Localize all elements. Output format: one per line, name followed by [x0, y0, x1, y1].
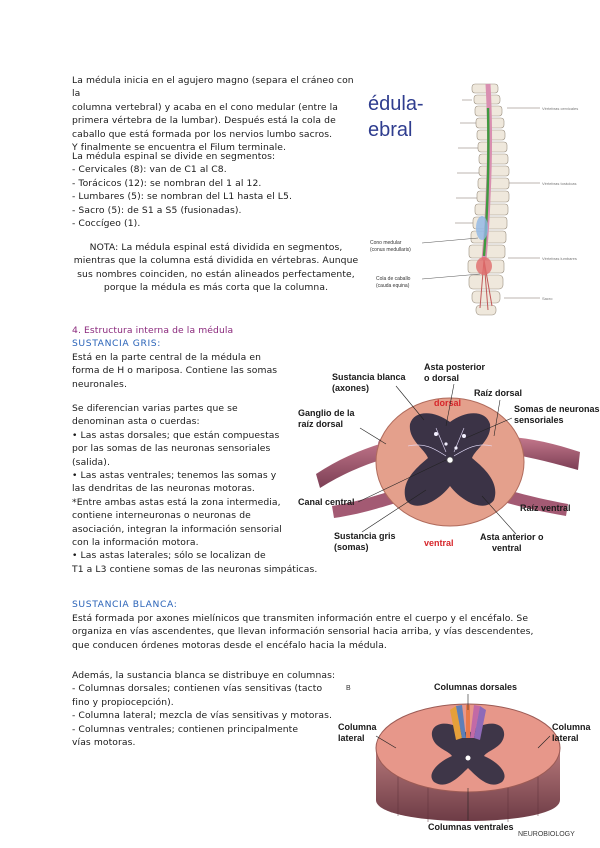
white-columns-figure: [338, 678, 600, 844]
gris-title: SUSTANCIA GRIS:: [72, 338, 161, 349]
intro-paragraph: La médula inicia en el agujero magno (separa el cráneo con la columna vertebral) y acaba en el cono medular (entre la primera vértebra de la lumbar). Después está la cola de caballo que está formada por los nervios lumbo sacros. Y finalmente se encuentra el Filum terminale.: [72, 75, 354, 154]
lbl-o-dorsal: o dorsal: [424, 373, 460, 383]
figure1-title-line1: édula-: [368, 93, 424, 115]
lbl-columna-lateral-left: Columna: [338, 722, 377, 732]
lbl-somas-paren: (somas): [334, 542, 369, 552]
label-cono-sub: (conus medullaris): [370, 247, 411, 253]
lbl-dorsal-red: dorsal: [434, 398, 462, 408]
lbl-columna-lateral-left2: lateral: [338, 733, 365, 743]
lbl-somas: Somas de neuronas: [514, 404, 600, 414]
lbl-columna-lateral-right2: lateral: [552, 733, 579, 743]
lbl-asta-posterior: Asta posterior: [424, 362, 486, 372]
label-cola-sub: (cauda equina): [376, 283, 410, 289]
note-block: NOTA: La médula espinal está dividida en segmentos, mientras que la columna está dividida en vértebras. Aunque sus nombres coinciden, no están alineados perfectamente, porque la médula es más corta que la columna.: [73, 242, 359, 294]
spinal-column-figure: [362, 78, 592, 330]
blanca-title: SUSTANCIA BLANCA:: [72, 599, 178, 610]
section-heading: 4. Estructura interna de la médula: [72, 325, 234, 336]
label-cono: Cono medular: [370, 240, 402, 246]
svg-text:Sacro: Sacro: [542, 296, 553, 301]
svg-text:Vértebras lumbares: Vértebras lumbares: [542, 256, 577, 261]
gris-intro: Está en la parte central de la médula en forma de H o mariposa. Contiene las somas neuronales.: [72, 352, 278, 390]
lbl-sustancia-blanca: Sustancia blanca: [332, 372, 406, 382]
columns-list: Además, la sustancia blanca se distribuye en columnas: - Columnas dorsales; contienen vías sensitivas (tacto fino y propiocepción). - Columna lateral; mezcla de vías sensitivas y motoras. - Columnas ventrales; contienen principalmente vías motoras.: [72, 670, 336, 749]
lbl-somas2: sensoriales: [514, 415, 564, 425]
svg-text:Vértebras torácicas: Vértebras torácicas: [542, 181, 577, 186]
lbl-raiz-dorsal: Raíz dorsal: [474, 388, 523, 398]
lbl-ganglio: Ganglio de la: [298, 408, 355, 418]
lbl-ganglio2: raíz dorsal: [298, 419, 344, 429]
lbl-ventral2: ventral: [492, 543, 522, 553]
lbl-axones: (axones): [332, 383, 370, 393]
segments-list: La médula espinal se divide en segmentos: - Cervicales (8): van de C1 al C8. - Torácicos (12): se nombran del 1 al 12. - Lumbares (5): se nombran del L1 hasta el L5. - Sacro (5): de S1 a S5 (fusionadas). - Coccígeo (1).: [72, 151, 292, 230]
cross-section-figure: [296, 356, 600, 556]
lbl-canal: Canal central: [298, 497, 355, 507]
blanca-paragraph: Está formada por axones mielínicos que transmiten información entre el cuerpo y el encéfalo. Se organiza en vías ascendentes, que llevan información sensorial hacia arriba, y vías descendentes, que conducen órdenes motoras desde el encéfalo hacia la médula.: [72, 613, 534, 651]
lbl-columnas-dorsales: Columnas dorsales: [434, 682, 518, 692]
lbl-sustancia-gris: Sustancia gris: [334, 531, 396, 541]
gris-parts: Se diferencian varias partes que se denominan asta o cuerdas: • Las astas dorsales; que están compuestas por las somas de las neuronas sensoriales (salida). • Las astas ventrales; tenemos las somas y las dendritas de las neuronas motoras. *Entre ambas astas está la zona intermedia, contiene interneuronas o neuronas de asociación, integran la información sensorial con la información motora. • Las astas laterales; sólo se localizan de T1 a L3 contiene somas de las neuronas simpáticas.: [72, 403, 318, 575]
figure1-title-line2: ebral: [368, 119, 413, 141]
svg-text:Vértebras cervicales: Vértebras cervicales: [542, 106, 579, 111]
lbl-columna-lateral-right: Columna: [552, 722, 591, 732]
lbl-raiz-ventral: Raíz ventral: [520, 503, 571, 513]
lbl-asta-anterior: Asta anterior o: [480, 532, 544, 542]
lbl-ventral-red: ventral: [424, 538, 454, 548]
label-cola: Cola de caballo: [376, 276, 411, 282]
lbl-columnas-ventrales: Columnas ventrales: [428, 822, 514, 832]
panel-letter: B: [346, 685, 351, 692]
watermark: NEUROBIOLOGY: [518, 831, 575, 838]
